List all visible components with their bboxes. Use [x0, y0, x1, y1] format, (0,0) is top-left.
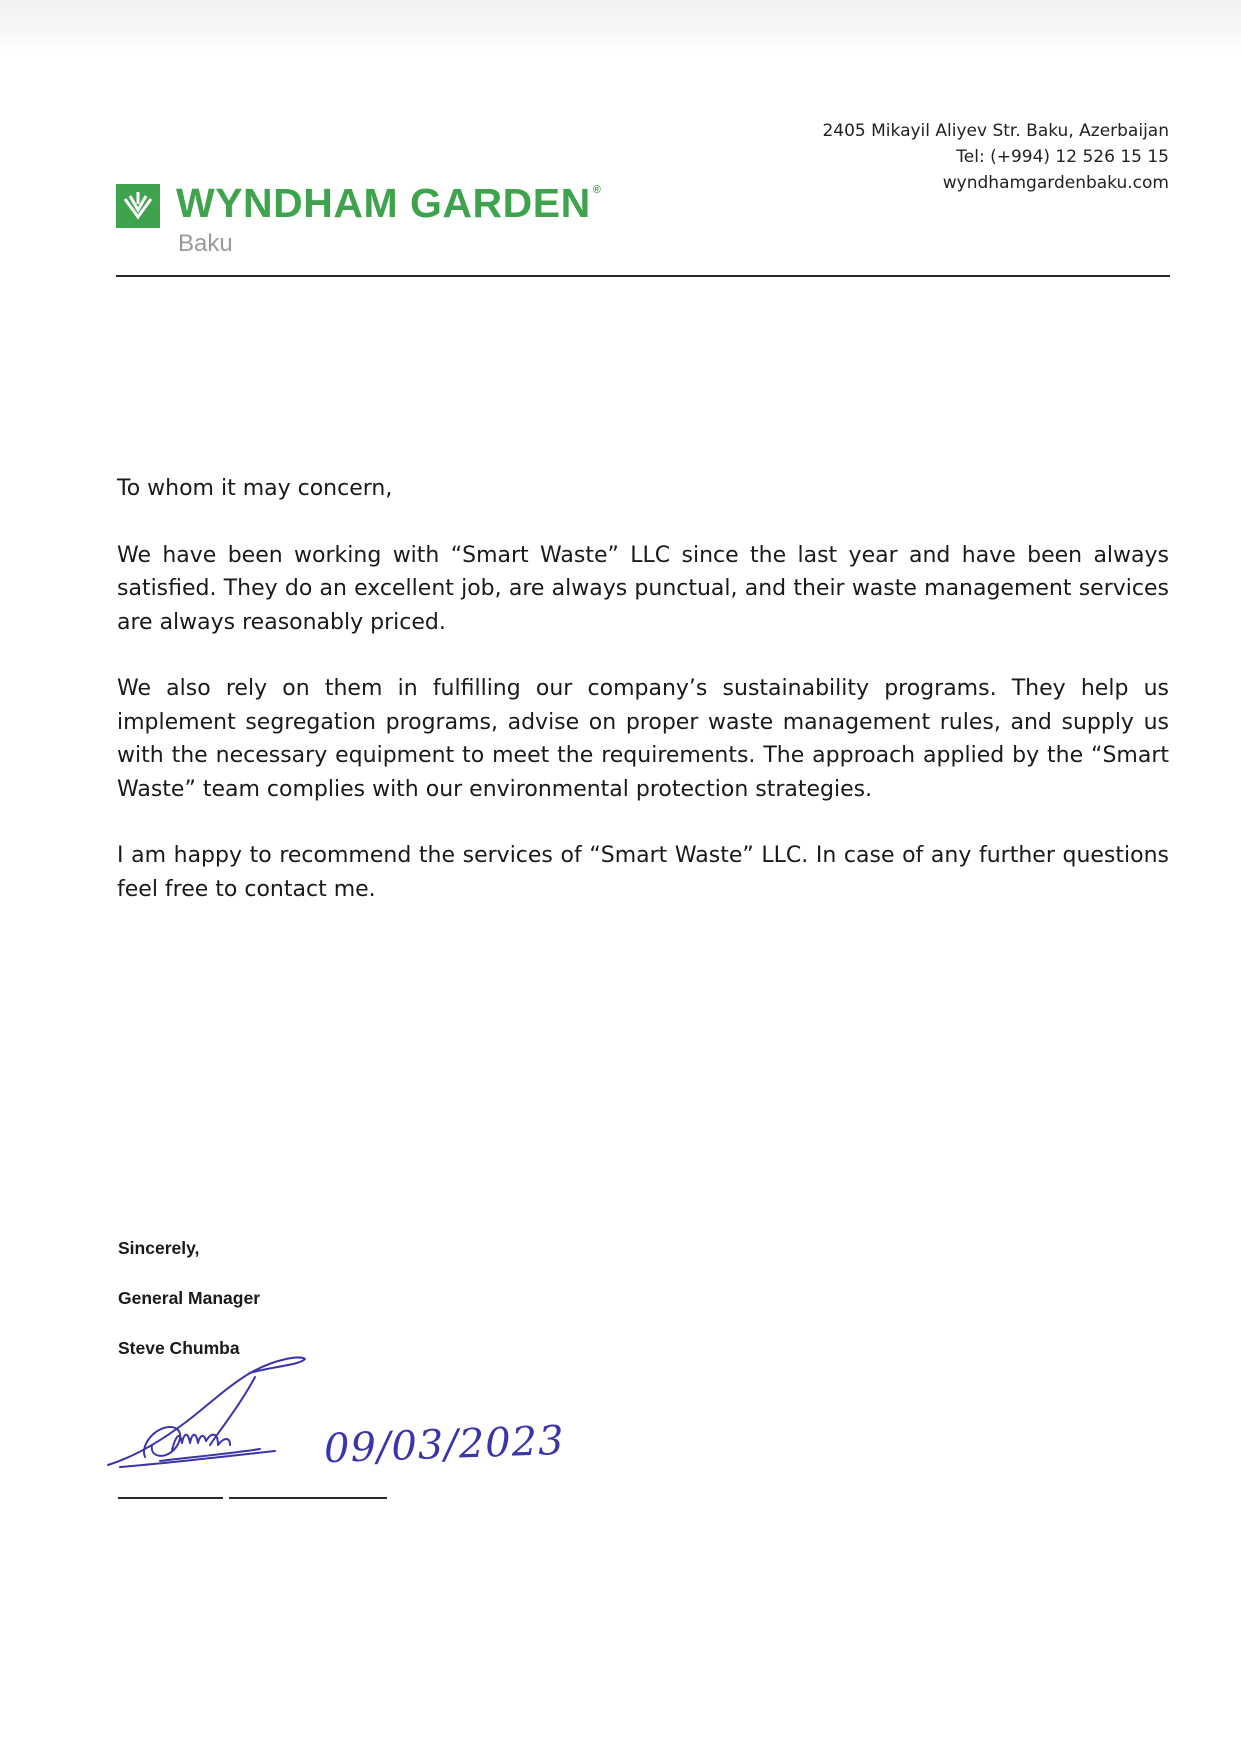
signer-title: General Manager: [118, 1288, 260, 1308]
hotel-address-block: [822, 118, 1169, 196]
paragraph: We have been working with “Smart Waste” LLC since the last year and have been always satisfied. They do an excellent job, are always punctual, and their waste management services are always reasonably priced.: [117, 542, 1169, 635]
signer-name: Steve Chumba: [118, 1338, 240, 1358]
letter-body: [117, 472, 1169, 939]
website-line: wyndhamgardenbaku.com: [942, 173, 1169, 193]
brand-city: Baku: [178, 230, 233, 257]
logo-emblem-icon: [116, 184, 160, 228]
paragraph: I am happy to recommend the services of “Smart Waste” LLC. In case of any further questions feel free to contact me.: [117, 843, 1169, 902]
paragraph: We also rely on them in fulfilling our company’s sustainability programs. They help us implement segregation programs, advise on proper waste management rules, and supply us with the necessary equipment to meet the requirements. The approach applied by the “Smart Waste” team complies with our environmental protection strategies.: [117, 676, 1169, 802]
sign-off: Sincerely,: [118, 1238, 200, 1258]
header-divider: [116, 275, 1170, 277]
phone-line: Tel: (+994) 12 526 15 15: [956, 147, 1169, 167]
salutation: To whom it may concern,: [117, 476, 393, 501]
handwritten-signature: [100, 1345, 320, 1475]
handwritten-date: 09/03/2023: [323, 1417, 566, 1473]
brand-name: WYNDHAM GARDEN ®: [176, 180, 602, 226]
scan-border: [0, 0, 1241, 52]
address-line: 2405 Mikayil Aliyev Str. Baku, Azerbaijan: [822, 121, 1169, 141]
